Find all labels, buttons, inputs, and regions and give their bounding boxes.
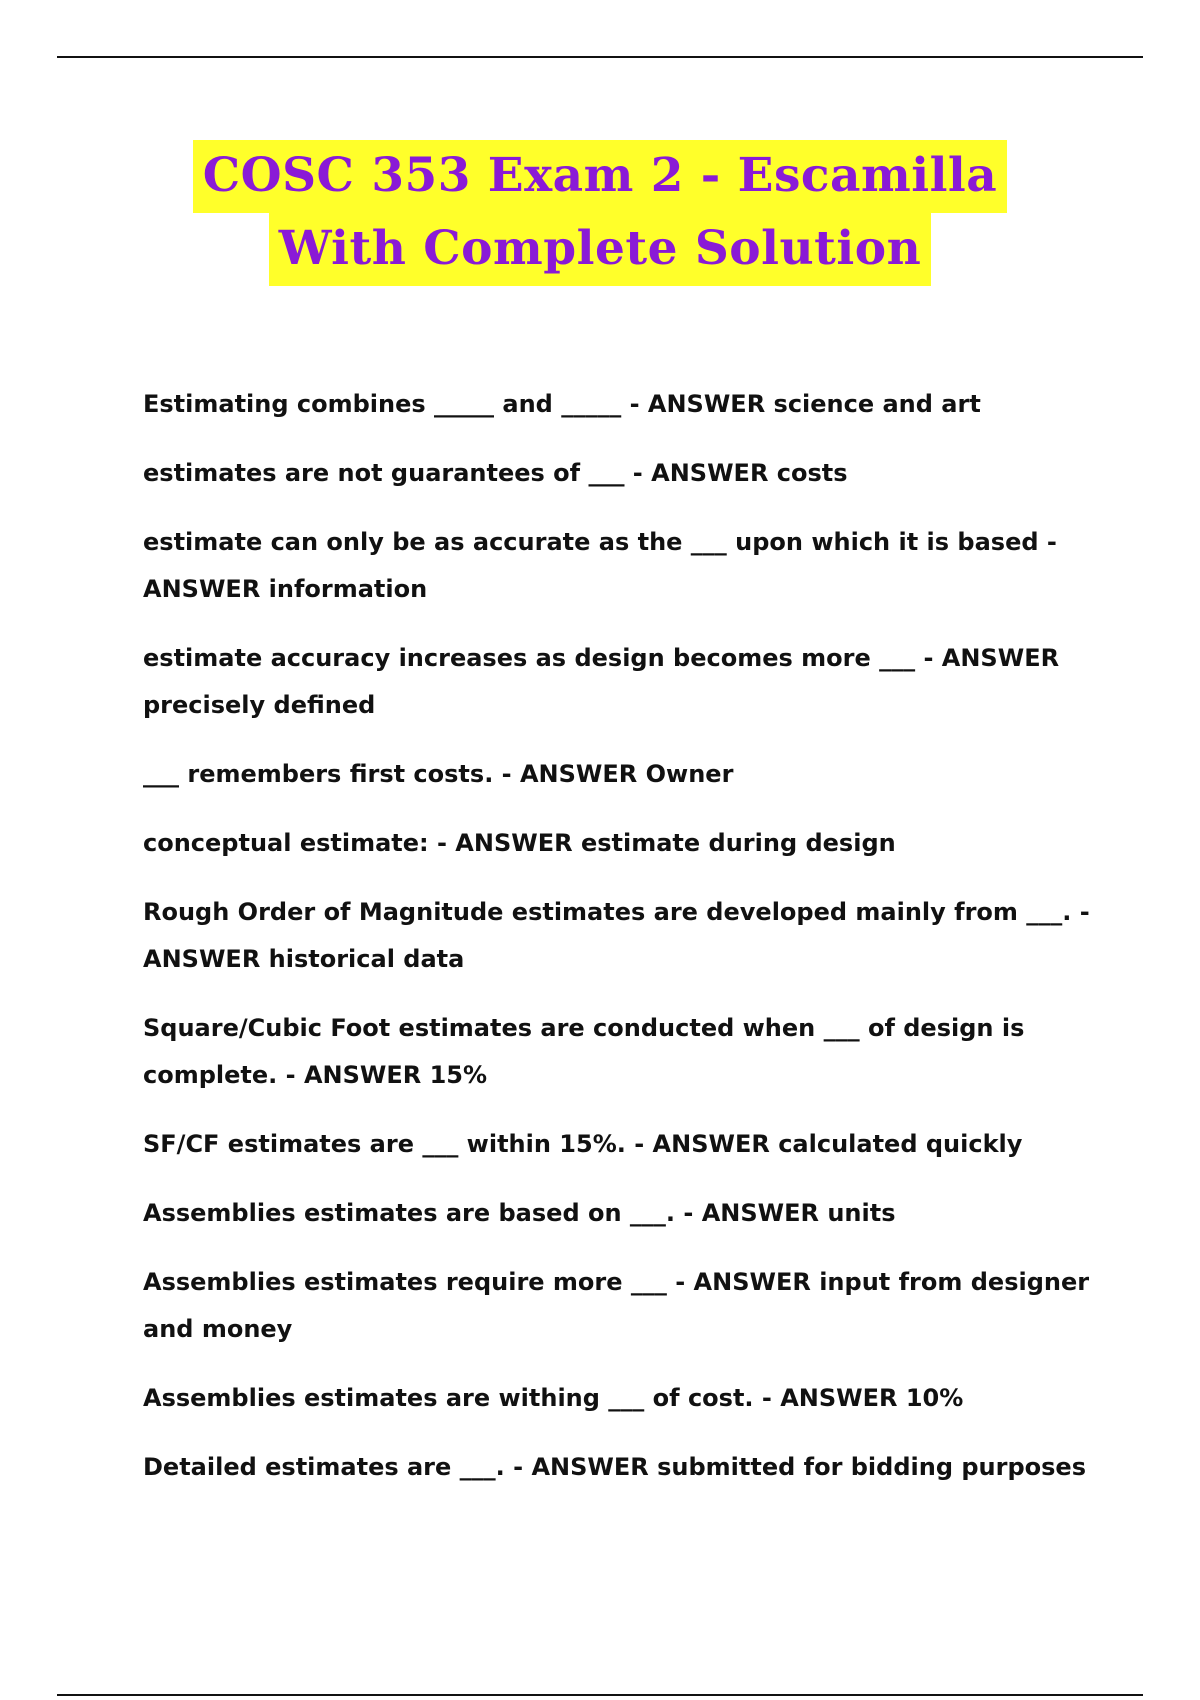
qa-item: estimates are not guarantees of ___ - ANSWER costs (143, 459, 848, 487)
document-title (0, 140, 1200, 286)
question-answer-list (143, 381, 1103, 1513)
qa-item: SF/CF estimates are ___ within 15%. - ANSWER calculated quickly (143, 1130, 1023, 1158)
qa-item: Rough Order of Magnitude estimates are developed mainly from ___. - ANSWER historical data (143, 898, 1090, 973)
title-line-2: With Complete Solution (269, 213, 932, 286)
header-rule (57, 56, 1143, 58)
footer-rule (57, 1694, 1143, 1696)
qa-item: conceptual estimate: - ANSWER estimate during design (143, 829, 896, 857)
qa-item: Assemblies estimates require more ___ - ANSWER input from designer and money (143, 1268, 1090, 1343)
title-line-1: COSC 353 Exam 2 - Escamilla (193, 140, 1007, 213)
qa-item: ___ remembers first costs. - ANSWER Owner (143, 760, 734, 788)
qa-item: estimate can only be as accurate as the ___ upon which it is based - ANSWER information (143, 528, 1057, 603)
qa-item: estimate accuracy increases as design becomes more ___ - ANSWER precisely defined (143, 644, 1060, 719)
qa-item: Assemblies estimates are based on ___. - ANSWER units (143, 1199, 896, 1227)
qa-item: Assemblies estimates are withing ___ of cost. - ANSWER 10% (143, 1384, 964, 1412)
qa-item: Estimating combines _____ and _____ - ANSWER science and art (143, 390, 981, 418)
qa-item: Detailed estimates are ___. - ANSWER submitted for bidding purposes (143, 1453, 1086, 1481)
qa-item: Square/Cubic Foot estimates are conducted when ___ of design is complete. - ANSWER 15% (143, 1014, 1025, 1089)
